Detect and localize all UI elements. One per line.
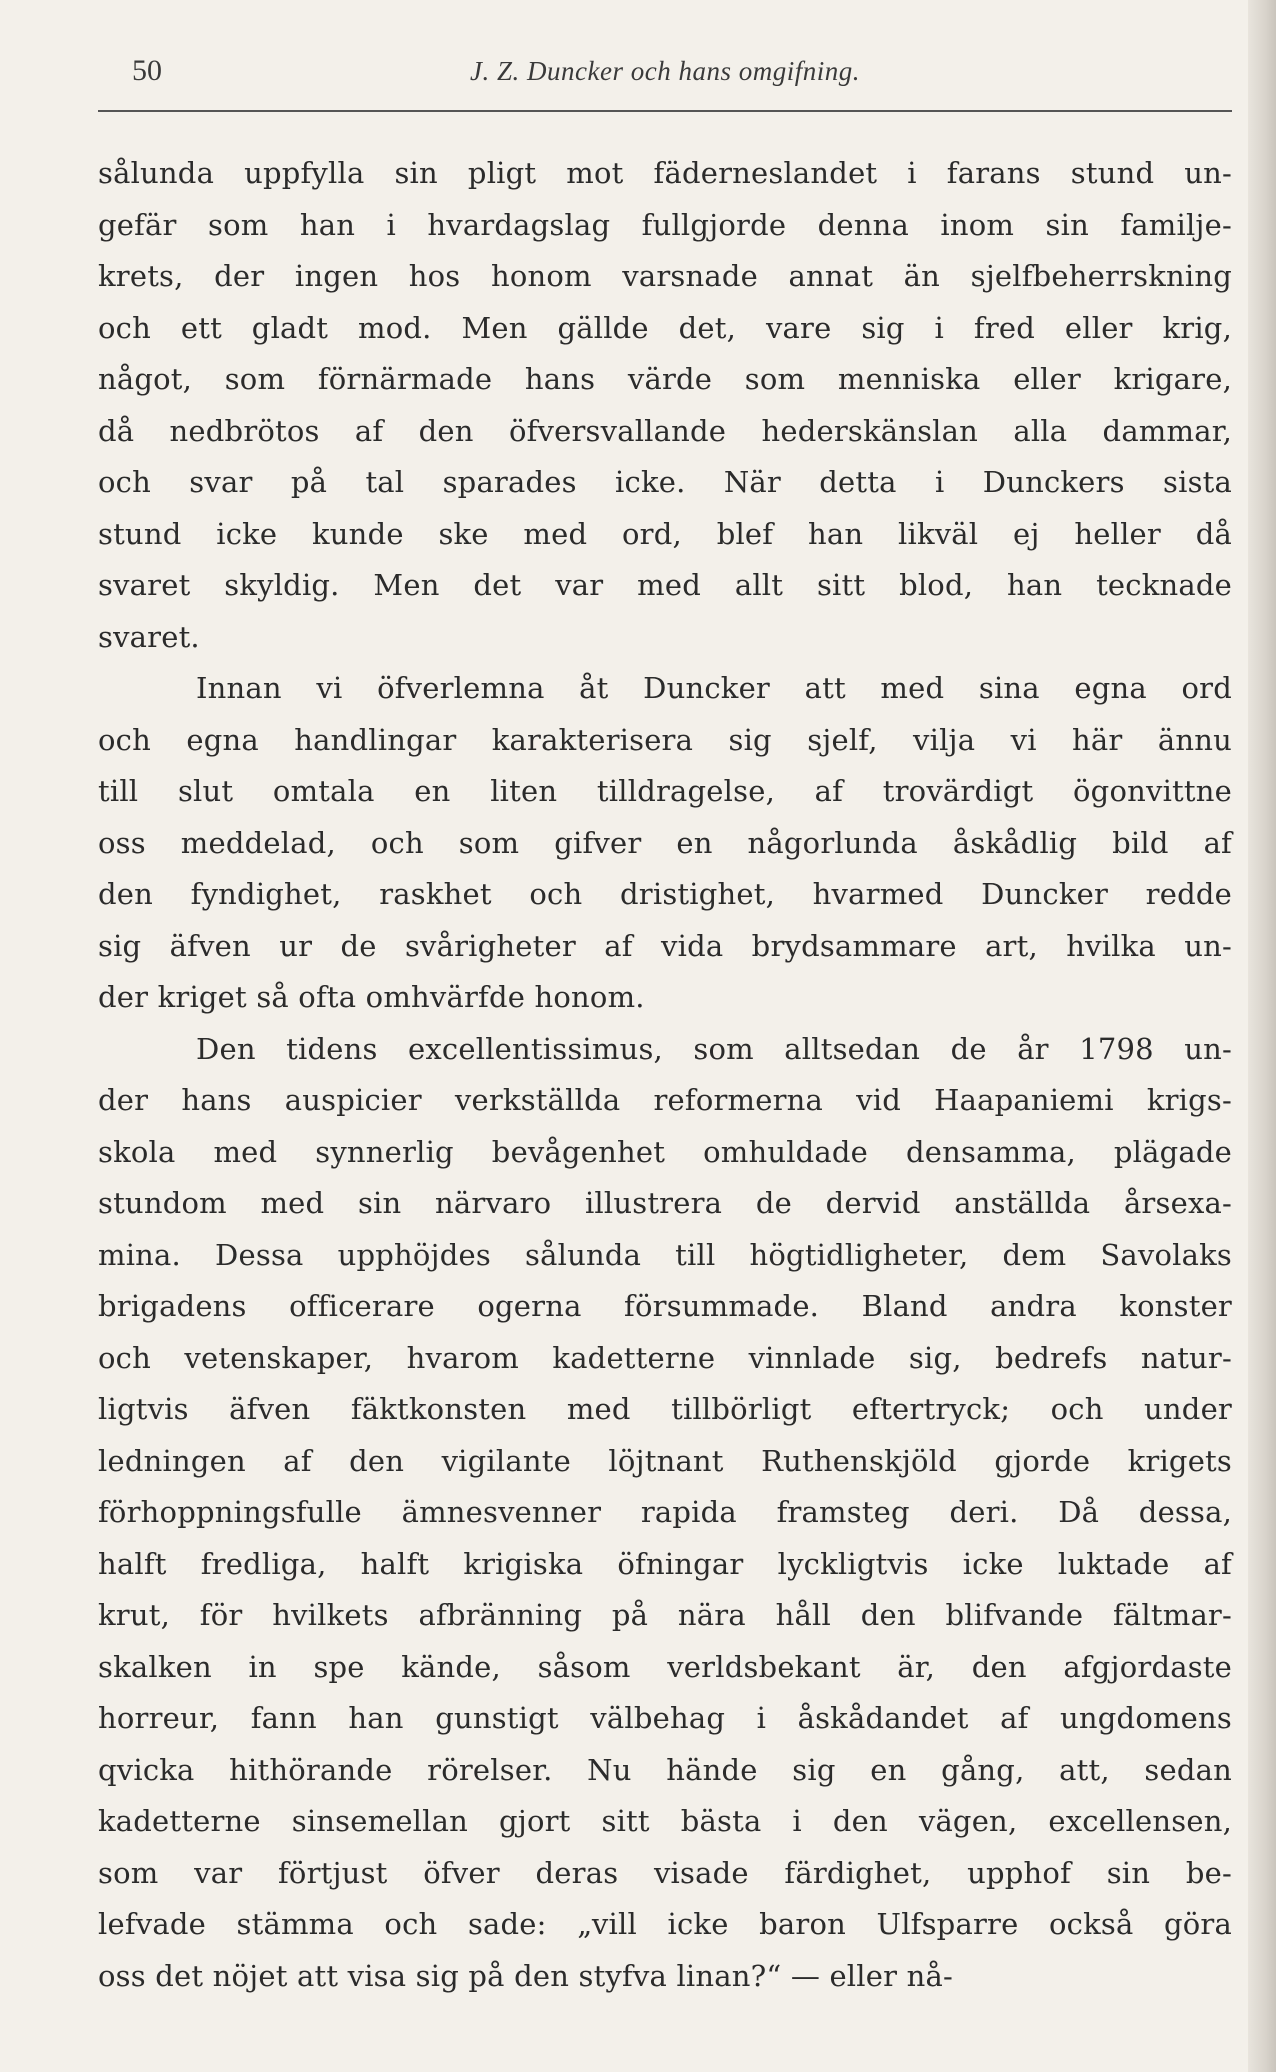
text-line: mina. Dessa upphöjdes sålunda till högtidligheter, dem Savolaks	[98, 1237, 1232, 1272]
text-line: skalken in spe kände, såsom verldsbekant är, den afgjordaste	[98, 1649, 1232, 1684]
text-line: oss meddelad, och som gifver en någorlunda åskådlig bild af	[98, 825, 1232, 860]
text-line: och vetenskaper, hvarom kadetterne vinnlade sig, bedrefs natur-	[98, 1340, 1232, 1375]
paragraph-3	[98, 1024, 1232, 2003]
text-line: kadetterne sinsemellan gjort sitt bästa i den vägen, excellensen,	[98, 1804, 1232, 1838]
text-line: och ett gladt mod. Men gällde det, vare sig i fred eller krig,	[98, 310, 1232, 345]
text-line: qvicka hithörande rörelser. Nu hände sig en gång, att, sedan	[98, 1752, 1232, 1787]
text-line: brigadens officerare ogerna försummade. Bland andra konster	[98, 1289, 1232, 1323]
text-line: som var förtjust öfver deras visade färdighet, upphof sin be-	[98, 1855, 1232, 1890]
text-line: då nedbrötos af den öfversvallande hederskänslan alla dammar,	[98, 413, 1232, 448]
text-line: der kriget så ofta omhvärfde honom.	[98, 980, 645, 1014]
text-line: oss det nöjet att visa sig på den styfva linan?“ — eller nå-	[98, 1958, 953, 1993]
text-line: stundom med sin närvaro illustrera de dervid anställda årsexa-	[98, 1186, 1232, 1220]
text-line: svaret skyldig. Men det var med allt sitt blod, han tecknade	[98, 568, 1232, 602]
text-line: sålunda uppfylla sin pligt mot fäderneslandet i farans stund un-	[98, 156, 1232, 190]
text-line: krut, för hvilkets afbränning på nära håll den blifvande fältmar-	[98, 1598, 1232, 1632]
text-line: och svar på tal sparades icke. När detta i Dunckers sista	[98, 465, 1232, 499]
text-line: krets, der ingen hos honom varsnade annat än sjelfbeherrskning	[98, 259, 1232, 293]
text-line: Innan vi öfverlemna åt Duncker att med sina egna ord	[196, 671, 1232, 705]
text-line: halft fredliga, halft krigiska öfningar lyckligtvis icke luktade af	[98, 1546, 1232, 1581]
text-line: der hans auspicier verkställda reformerna vid Haapaniemi krigs-	[98, 1083, 1232, 1117]
text-line: sig äfven ur de svårigheter af vida brydsammare art, hvilka un-	[98, 928, 1232, 963]
text-line: svaret.	[98, 619, 200, 654]
paragraph-2	[98, 663, 1232, 1024]
text-line: något, som förnärmade hans värde som menniska eller krigare,	[98, 362, 1232, 396]
text-line: Den tidens excellentissimus, som alltsedan de år 1798 un-	[196, 1031, 1232, 1066]
text-line: ledningen af den vigilante löjtnant Ruthenskjöld gjorde krigets	[98, 1443, 1232, 1478]
text-line: skola med synnerlig bevågenhet omhuldade densamma, plägade	[98, 1134, 1232, 1169]
text-line: horreur, fann han gunstigt välbehag i åskådandet af ungdomens	[98, 1701, 1232, 1735]
running-title: J. Z. Duncker och hans omgifning.	[470, 56, 860, 86]
paragraph-1	[98, 148, 1232, 663]
text-line: och egna handlingar karakterisera sig sjelf, vilja vi här ännu	[98, 722, 1232, 757]
page-edge-shadow	[1248, 0, 1276, 2072]
text-line: den fyndighet, raskhet och dristighet, hvarmed Duncker redde	[98, 877, 1232, 911]
text-line: förhoppningsfulle ämnesvenner rapida framsteg deri. Då dessa,	[98, 1495, 1232, 1529]
body-text	[98, 148, 1232, 2002]
text-line: stund icke kunde ske med ord, blef han likväl ej heller då	[98, 516, 1232, 551]
text-line: ligtvis äfven fäktkonsten med tillbörligt eftertryck; och under	[98, 1392, 1232, 1426]
text-line: till slut omtala en liten tilldragelse, af trovärdigt ögonvittne	[98, 774, 1232, 808]
header-rule	[98, 110, 1232, 112]
text-line: gefär som han i hvardagslag fullgjorde denna inom sin familje-	[98, 207, 1232, 242]
text-line: lefvade stämma och sade: „vill icke baron Ulfsparre också göra	[98, 1907, 1232, 1941]
page-number: 50	[132, 54, 162, 87]
page-header	[98, 50, 1232, 98]
